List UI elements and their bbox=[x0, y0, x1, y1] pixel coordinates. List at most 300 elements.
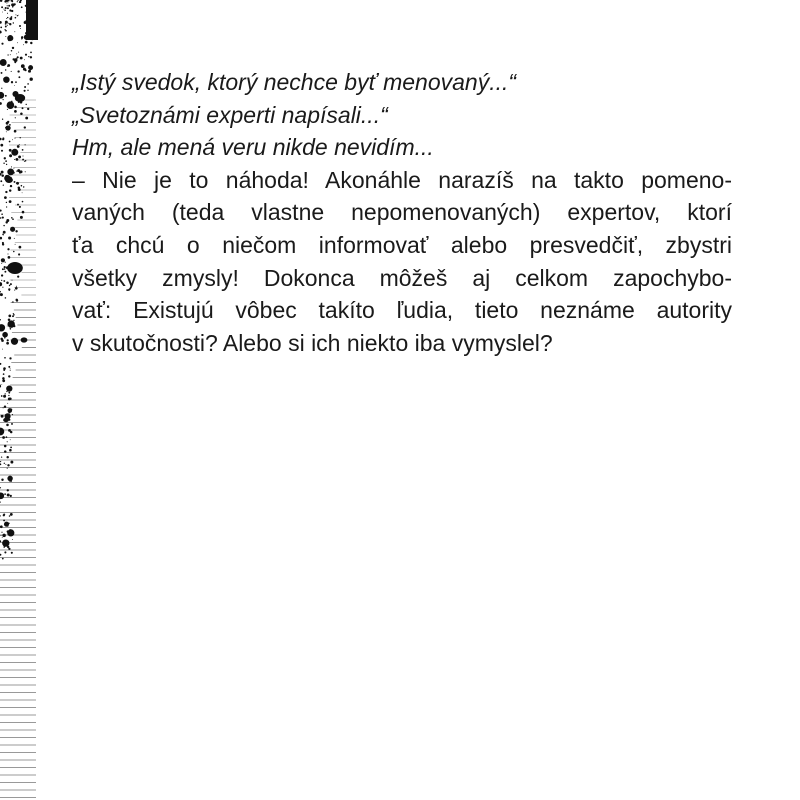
ink-splatter-dot bbox=[7, 25, 8, 26]
ink-splatter-dot bbox=[1, 72, 3, 74]
ink-splatter-dot bbox=[5, 69, 6, 70]
ink-splatter-dot bbox=[3, 373, 5, 375]
ink-splatter-dot bbox=[17, 1, 18, 2]
ink-splatter-dot bbox=[11, 71, 12, 72]
ink-splatter-dot bbox=[7, 13, 8, 14]
ink-splatter-dot bbox=[13, 251, 15, 253]
ink-splatter-dot bbox=[12, 539, 13, 540]
ink-splatter-dot bbox=[7, 525, 9, 527]
ink-splatter-dot bbox=[5, 95, 7, 97]
ink-splatter-dot bbox=[13, 58, 15, 60]
ink-splatter-dot bbox=[24, 59, 25, 60]
ink-splatter-dot bbox=[21, 185, 23, 187]
ink-splatter-dot bbox=[22, 149, 24, 151]
ink-splatter-dot bbox=[3, 76, 9, 82]
ink-splatter-dot bbox=[22, 201, 24, 203]
ink-splatter-dot bbox=[5, 26, 7, 28]
ink-splatter-dot bbox=[2, 332, 8, 338]
ink-splatter-dot bbox=[14, 138, 15, 139]
ink-splatter-dot bbox=[1, 258, 5, 262]
ink-splatter-dot bbox=[6, 219, 9, 222]
ink-splatter-dot bbox=[0, 27, 2, 29]
ink-splatter-dot bbox=[5, 30, 7, 32]
ink-blob bbox=[21, 337, 28, 342]
ink-splatter-dot bbox=[8, 38, 11, 41]
ink-splatter-dot bbox=[6, 436, 8, 438]
ink-splatter-dot bbox=[11, 3, 14, 6]
ink-splatter-dot bbox=[27, 90, 28, 91]
ink-splatter-dot bbox=[18, 253, 20, 255]
paragraph-line-2: vaných (teda vlastne nepomenovaných) expertov, ktorí bbox=[72, 199, 732, 226]
ink-splatter-dot bbox=[27, 83, 29, 85]
ink-splatter-dot bbox=[10, 480, 12, 482]
ink-splatter-dot bbox=[16, 286, 17, 287]
ink-splatter-dot bbox=[4, 268, 6, 270]
ink-splatter-dot bbox=[1, 456, 2, 457]
ink-splatter-dot bbox=[3, 395, 6, 398]
ink-splatter-dot bbox=[6, 18, 7, 19]
ink-splatter-dot bbox=[22, 107, 24, 109]
ink-splatter-dot bbox=[9, 141, 11, 143]
ink-splatter-dot bbox=[10, 227, 15, 232]
ink-splatter-dot bbox=[6, 342, 9, 345]
ink-splatter-dot bbox=[7, 101, 15, 109]
ink-splatter-dot bbox=[3, 519, 5, 521]
ink-splatter-dot bbox=[14, 110, 17, 113]
ink-splatter-dot bbox=[7, 326, 8, 327]
ink-splatter-dot bbox=[1, 150, 3, 152]
ink-splatter-dot bbox=[21, 64, 25, 68]
ink-splatter-dot bbox=[0, 554, 1, 556]
ink-splatter-dot bbox=[2, 379, 5, 382]
ink-splatter-dot bbox=[19, 246, 22, 249]
ink-splatter-dot bbox=[14, 31, 15, 32]
ink-blob bbox=[5, 177, 13, 183]
ink-splatter-dot bbox=[30, 69, 31, 70]
text-block bbox=[72, 66, 732, 359]
ink-splatter-dot bbox=[5, 393, 6, 394]
ink-splatter-dot bbox=[17, 15, 18, 16]
ink-splatter-dot bbox=[5, 36, 6, 37]
ink-splatter-dot bbox=[1, 280, 2, 281]
ink-splatter-dot bbox=[8, 395, 9, 396]
ink-splatter-dot bbox=[16, 53, 17, 54]
ink-splatter-dot bbox=[15, 230, 17, 232]
ink-splatter-dot bbox=[0, 210, 2, 212]
ink-splatter-dot bbox=[6, 3, 7, 4]
ink-splatter-dot bbox=[4, 406, 6, 408]
ink-splatter-dot bbox=[0, 487, 1, 488]
ink-splatter-dot bbox=[0, 282, 2, 286]
ink-splatter-dot bbox=[15, 117, 16, 118]
ink-splatter-dot bbox=[0, 138, 2, 141]
ink-splatter-dot bbox=[2, 558, 4, 560]
paragraph-line-4: všetky zmysly! Dokonca môžeš aj celkom zapochybo- bbox=[72, 264, 732, 291]
ink-splatter-dot bbox=[14, 92, 15, 93]
ink-splatter-dot bbox=[1, 174, 4, 177]
paragraph-line-5: vať: Existujú vôbec takíto ľudia, tieto neznáme autority bbox=[72, 297, 732, 324]
ink-blob bbox=[3, 418, 9, 422]
ink-splatter-dot bbox=[5, 160, 7, 162]
ink-splatter-dot bbox=[5, 262, 6, 263]
ink-splatter-dot bbox=[13, 168, 14, 169]
ink-splatter-dot bbox=[20, 57, 23, 60]
ink-splatter-dot bbox=[7, 489, 9, 491]
ink-splatter-dot bbox=[27, 108, 29, 110]
ink-splatter-dot bbox=[14, 159, 15, 160]
ink-splatter-dot bbox=[3, 546, 5, 548]
ink-splatter-dot bbox=[10, 439, 11, 440]
ink-splatter-dot bbox=[1, 88, 2, 89]
ink-splatter-dot bbox=[0, 319, 1, 321]
ink-splatter-dot bbox=[8, 366, 10, 368]
ink-splatter-dot bbox=[20, 28, 21, 29]
ink-splatter-dot bbox=[9, 449, 12, 452]
ink-splatter-dot bbox=[0, 237, 2, 240]
ink-splatter-dot bbox=[0, 180, 2, 182]
ink-splatter-dot bbox=[3, 407, 4, 408]
ink-splatter-dot bbox=[4, 9, 6, 11]
ink-splatter-dot bbox=[16, 170, 17, 171]
ink-splatter-dot bbox=[14, 106, 17, 109]
ink-splatter-dot bbox=[9, 149, 12, 152]
ink-splatter-dot bbox=[25, 20, 26, 21]
ink-splatter-dot bbox=[6, 164, 7, 165]
ink-splatter-dot bbox=[7, 17, 8, 18]
ink-splatter-dot bbox=[0, 102, 2, 105]
ink-splatter-dot bbox=[6, 131, 7, 132]
ink-splatter-dot bbox=[1, 274, 3, 276]
ink-splatter-dot bbox=[2, 349, 3, 350]
ink-splatter-dot bbox=[15, 158, 18, 161]
ink-splatter-dot bbox=[18, 52, 19, 53]
ink-splatter-dot bbox=[2, 217, 4, 219]
paragraph-line-6: v skutočnosti? Alebo si ich niekto iba vymyslel? bbox=[72, 329, 553, 356]
ink-splatter-dot bbox=[6, 424, 9, 427]
ink-splatter-dot bbox=[12, 280, 13, 281]
ink-splatter-dot bbox=[24, 161, 25, 162]
ink-splatter-dot bbox=[2, 234, 3, 235]
ink-splatter-dot bbox=[1, 532, 2, 533]
ink-splatter-dot bbox=[10, 461, 13, 464]
ink-splatter-dot bbox=[19, 206, 21, 208]
ink-splatter-dot bbox=[5, 127, 6, 128]
ink-splatter-dot bbox=[4, 271, 6, 273]
ink-splatter-dot bbox=[3, 9, 4, 10]
ink-splatter-dot bbox=[7, 128, 8, 129]
ink-splatter-dot bbox=[1, 478, 3, 480]
ink-splatter-dot bbox=[20, 216, 23, 219]
ink-splatter-dot bbox=[14, 181, 16, 183]
ink-splatter-dot bbox=[10, 54, 11, 55]
ink-splatter-dot bbox=[0, 540, 1, 542]
ink-splatter-dot bbox=[11, 81, 13, 83]
ink-splatter-dot bbox=[2, 436, 5, 439]
ink-splatter-dot bbox=[7, 64, 10, 67]
ink-splatter-dot bbox=[26, 104, 27, 105]
ink-splatter-dot bbox=[23, 186, 24, 187]
ink-splatter-dot bbox=[4, 196, 7, 199]
ink-splatter-dot bbox=[22, 159, 24, 161]
ink-splatter-dot bbox=[7, 529, 14, 536]
ink-splatter-dot bbox=[1, 263, 2, 264]
ink-splatter-dot bbox=[19, 2, 20, 3]
ink-splatter-dot bbox=[30, 65, 31, 66]
ink-splatter-dot bbox=[3, 367, 6, 370]
ink-splatter-dot bbox=[14, 238, 15, 239]
ink-splatter-dot bbox=[9, 480, 10, 481]
ink-splatter-dot bbox=[7, 320, 14, 327]
ink-splatter-dot bbox=[21, 6, 23, 8]
ink-splatter-dot bbox=[18, 188, 20, 190]
ink-splatter-dot bbox=[6, 281, 9, 284]
ink-splatter-dot bbox=[8, 375, 10, 377]
ink-splatter-dot bbox=[18, 76, 20, 78]
ink-splatter-dot bbox=[1, 171, 4, 174]
ink-splatter-dot bbox=[12, 139, 13, 140]
ink-splatter-dot bbox=[10, 431, 12, 433]
ink-splatter-dot bbox=[4, 337, 5, 338]
ink-splatter-dot bbox=[6, 0, 7, 1]
ink-splatter-dot bbox=[2, 137, 4, 139]
ink-splatter-dot bbox=[1, 415, 4, 418]
ink-splatter-dot bbox=[11, 552, 13, 554]
ink-splatter-dot bbox=[2, 242, 4, 244]
ink-splatter-dot bbox=[2, 534, 6, 538]
ink-splatter-dot bbox=[7, 468, 8, 469]
ink-splatter-dot bbox=[18, 155, 21, 158]
ink-splatter-dot bbox=[0, 92, 4, 99]
ink-splatter-dot bbox=[4, 551, 6, 553]
ink-splatter-lines-decoration bbox=[0, 0, 38, 800]
ink-splatter-dot bbox=[3, 225, 4, 226]
ink-splatter-dot bbox=[14, 130, 17, 133]
ink-blob bbox=[7, 262, 23, 274]
ink-splatter-dot bbox=[13, 172, 15, 174]
ink-splatter-dot bbox=[25, 160, 27, 162]
ink-splatter-dot bbox=[8, 315, 11, 318]
ink-splatter-dot bbox=[5, 522, 7, 524]
ink-splatter-dot bbox=[4, 445, 7, 448]
ink-splatter-dot bbox=[6, 206, 7, 207]
ink-splatter-dot bbox=[20, 113, 23, 116]
ink-splatter-dot bbox=[9, 17, 12, 20]
ink-splatter-dot bbox=[8, 548, 10, 550]
ink-splatter-dot bbox=[2, 537, 3, 538]
ink-splatter-dot bbox=[2, 287, 3, 288]
ink-splatter-dot bbox=[0, 217, 1, 219]
ink-splatter-dot bbox=[6, 542, 7, 543]
ink-splatter-dot bbox=[1, 384, 2, 385]
ink-splatter-dot bbox=[25, 144, 26, 145]
ink-splatter-dot bbox=[5, 7, 7, 9]
ink-splatter-dot bbox=[0, 463, 1, 465]
ink-splatter-dot bbox=[9, 398, 12, 401]
ink-splatter-dot bbox=[15, 287, 18, 290]
ink-splatter-dot bbox=[10, 447, 12, 449]
ink-splatter-dot bbox=[19, 172, 21, 174]
ink-splatter-dot bbox=[0, 525, 3, 528]
ink-splatter-dot bbox=[0, 428, 4, 436]
ink-splatter-dot bbox=[21, 37, 23, 39]
ink-splatter-dot bbox=[25, 41, 28, 44]
ink-splatter-dot bbox=[5, 464, 6, 465]
ink-splatter-dot bbox=[8, 23, 9, 24]
ink-splatter-dot bbox=[19, 144, 20, 145]
ink-splatter-dot bbox=[9, 285, 10, 286]
ink-splatter-dot bbox=[10, 368, 11, 369]
ink-splatter-dot bbox=[3, 184, 4, 185]
ink-splatter-dot bbox=[20, 137, 21, 138]
ink-blob bbox=[15, 94, 25, 102]
ink-splatter-dot bbox=[15, 14, 16, 15]
ink-splatter-dot bbox=[17, 56, 19, 58]
ink-splatter-dot bbox=[2, 12, 3, 13]
ink-splatter-dot bbox=[9, 189, 11, 191]
ink-splatter-dot bbox=[15, 244, 16, 245]
ink-splatter-dot bbox=[30, 42, 32, 44]
ink-splatter-dot bbox=[14, 85, 15, 86]
ink-splatter-dot bbox=[17, 70, 19, 72]
ink-splatter-dot bbox=[0, 144, 3, 147]
ink-splatter-dot bbox=[25, 117, 28, 120]
ink-splatter-dot bbox=[9, 357, 11, 359]
ink-splatter-dot bbox=[7, 248, 9, 250]
paragraph-line-3: ťa chcú o niečom informovať alebo presvedčiť, zbystri bbox=[72, 231, 732, 258]
ink-splatter-dot bbox=[4, 463, 5, 464]
ink-splatter-dot bbox=[0, 173, 2, 176]
ink-splatter-dot bbox=[25, 171, 26, 172]
ink-splatter-dot bbox=[2, 119, 3, 120]
ink-edge bbox=[26, 0, 38, 40]
ink-splatter-dot bbox=[8, 318, 11, 321]
ink-splatter-dot bbox=[23, 44, 24, 45]
ink-splatter-dot bbox=[7, 121, 9, 123]
ink-splatter-dot bbox=[7, 464, 9, 466]
ink-splatter-dot bbox=[9, 290, 10, 291]
ink-splatter-dot bbox=[10, 328, 12, 330]
ink-splatter-dot bbox=[0, 515, 1, 517]
ink-splatter-dot bbox=[4, 266, 6, 268]
ink-splatter-dot bbox=[8, 392, 10, 394]
ink-splatter-dot bbox=[9, 154, 12, 157]
ink-splatter-dot bbox=[2, 268, 4, 270]
ink-splatter-dot bbox=[5, 21, 8, 24]
ink-splatter-dot bbox=[9, 200, 12, 203]
ink-splatter-dot bbox=[23, 156, 24, 157]
left-decorative-strip bbox=[0, 0, 38, 800]
ink-splatter-dot bbox=[6, 456, 8, 458]
ink-splatter-dot bbox=[17, 276, 19, 278]
ink-splatter-dot bbox=[30, 78, 33, 81]
ink-splatter-dot bbox=[4, 357, 6, 359]
ink-splatter-dot bbox=[7, 541, 9, 543]
ink-splatter-dot bbox=[7, 253, 8, 254]
ink-splatter-dot bbox=[10, 495, 12, 497]
ink-splatter-dot bbox=[1, 213, 3, 215]
ink-splatter-dot bbox=[0, 338, 3, 341]
ink-splatter-dot bbox=[7, 476, 12, 481]
ink-splatter-dot bbox=[9, 9, 11, 11]
ink-splatter-dot bbox=[0, 363, 1, 365]
ink-splatter-dot bbox=[9, 515, 11, 517]
ink-splatter-dot bbox=[12, 218, 14, 220]
ink-splatter-dot bbox=[8, 5, 10, 7]
ink-splatter-dot bbox=[3, 280, 5, 282]
ink-splatter-dot bbox=[7, 403, 8, 404]
ink-splatter-dot bbox=[6, 451, 7, 452]
ink-splatter-dot bbox=[14, 290, 15, 291]
ink-splatter-dot bbox=[16, 182, 18, 184]
ink-splatter-dot bbox=[7, 54, 8, 55]
ink-splatter-dot bbox=[2, 377, 5, 380]
ink-splatter-dot bbox=[11, 149, 18, 156]
ink-splatter-dot bbox=[7, 5, 8, 6]
quote-line-3: Hm, ale mená veru nikde nevidím... bbox=[72, 134, 434, 161]
ink-splatter-dot bbox=[11, 101, 13, 103]
ink-splatter-dot bbox=[15, 81, 17, 83]
ink-splatter-dot bbox=[5, 525, 6, 526]
ink-splatter-dot bbox=[10, 283, 12, 285]
ink-splatter-dot bbox=[8, 256, 11, 259]
ink-splatter-dot bbox=[8, 522, 10, 524]
ink-splatter-dot bbox=[4, 157, 6, 159]
ink-splatter-dot bbox=[22, 192, 23, 193]
ink-splatter-dot bbox=[1, 43, 3, 45]
ink-splatter-dot bbox=[12, 47, 14, 49]
ink-splatter-dot bbox=[7, 109, 8, 110]
ink-splatter-dot bbox=[6, 385, 12, 391]
ink-splatter-dot bbox=[11, 166, 12, 167]
ink-splatter-dot bbox=[3, 513, 5, 515]
quote-line-2: „Svetoznámi experti napísali...“ bbox=[72, 101, 388, 128]
ink-splatter-dot bbox=[12, 301, 14, 303]
ink-splatter-dot bbox=[17, 145, 20, 148]
ink-splatter-dot bbox=[11, 409, 13, 411]
ink-splatter-dot bbox=[1, 395, 3, 397]
ink-splatter-dot bbox=[18, 15, 19, 16]
ink-splatter-dot bbox=[10, 185, 12, 187]
ink-splatter-dot bbox=[9, 124, 11, 126]
ink-splatter-dot bbox=[17, 204, 19, 206]
ink-splatter-dot bbox=[7, 494, 10, 497]
ink-splatter-dot bbox=[25, 54, 27, 56]
ink-splatter-dot bbox=[11, 423, 13, 425]
ink-splatter-dot bbox=[12, 414, 13, 415]
ink-splatter-dot bbox=[7, 339, 9, 341]
ink-splatter-dot bbox=[13, 313, 14, 314]
ink-splatter-dot bbox=[0, 291, 1, 293]
ink-splatter-dot bbox=[17, 42, 18, 43]
ink-splatter-dot bbox=[24, 126, 26, 128]
ink-splatter-dot bbox=[30, 52, 32, 54]
ink-splatter-dot bbox=[0, 324, 5, 331]
ink-splatter-dot bbox=[0, 461, 1, 462]
ink-splatter-dot bbox=[13, 22, 14, 23]
ink-splatter-dot bbox=[19, 25, 21, 27]
ink-splatter-dot bbox=[9, 23, 11, 25]
ink-splatter-dot bbox=[8, 237, 11, 240]
ink-splatter-dot bbox=[10, 513, 13, 516]
ink-splatter-dot bbox=[11, 338, 18, 345]
ink-splatter-dot bbox=[0, 0, 2, 2]
ink-splatter-dot bbox=[5, 191, 7, 193]
ink-splatter-dot bbox=[8, 478, 9, 479]
ink-splatter-dot bbox=[0, 31, 2, 34]
ink-splatter-dot bbox=[3, 99, 4, 100]
ink-splatter-dot bbox=[10, 370, 11, 371]
ink-splatter-dot bbox=[7, 7, 9, 9]
